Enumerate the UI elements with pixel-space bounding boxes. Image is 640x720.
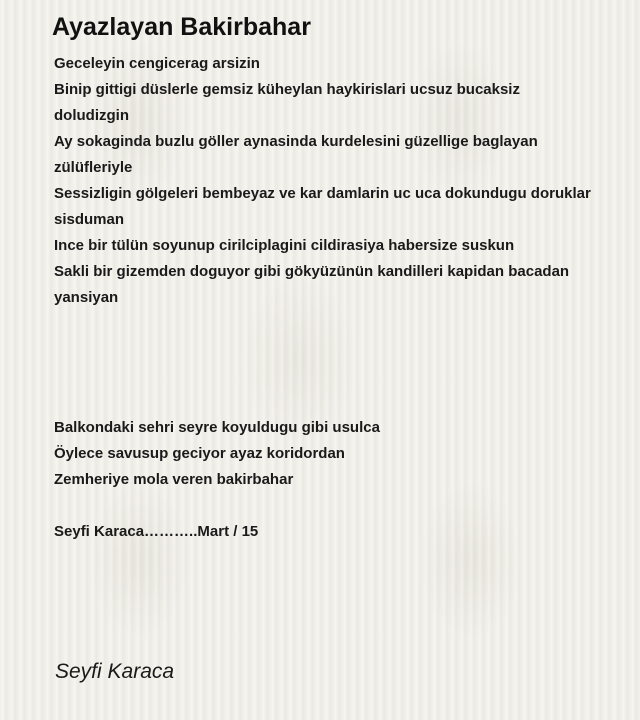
- poem-blank-line: [54, 493, 594, 519]
- poem-line: Ince bir tülün soyunup cirilciplagini cildirasiya habersize suskun: [54, 237, 515, 254]
- poem-signature-line: Seyfi Karaca………..Mart / 15: [54, 523, 259, 540]
- poem-line: Geceleyin cengicerag arsizin: [54, 55, 260, 72]
- poem-line: Binip gittigi düslerle gemsiz küheylan haykirislari ucsuz bucaksiz doludizgin: [54, 81, 520, 124]
- poem-line: Sakli bir gizemden doguyor gibi gökyüzünün kandilleri kapidan bacadan yansiyan: [54, 263, 570, 306]
- poem-blank-line: [54, 311, 594, 337]
- poem-body: [54, 51, 594, 545]
- poem-line: Ay sokaginda buzlu göller aynasinda kurdelesini güzellige baglayan zülüfleriyle: [54, 133, 538, 176]
- poem-line: Balkondaki sehri seyre koyuldugu gibi usulca: [54, 419, 380, 436]
- poem-title: Ayazlayan Bakirbahar: [52, 13, 311, 41]
- poem-line: Öylece savusup geciyor ayaz koridordan: [54, 445, 345, 462]
- poem-blank-line: [54, 389, 594, 415]
- poem-author[interactable]: Seyfi Karaca: [55, 660, 175, 683]
- poem-blank-line: [54, 363, 594, 389]
- poem-line: Sessizligin gölgeleri bembeyaz ve kar damlarin uc uca dokundugu doruklar sisduman: [54, 185, 591, 228]
- poem-line: Zemheriye mola veren bakirbahar: [54, 471, 294, 488]
- poem-blank-line: [54, 337, 594, 363]
